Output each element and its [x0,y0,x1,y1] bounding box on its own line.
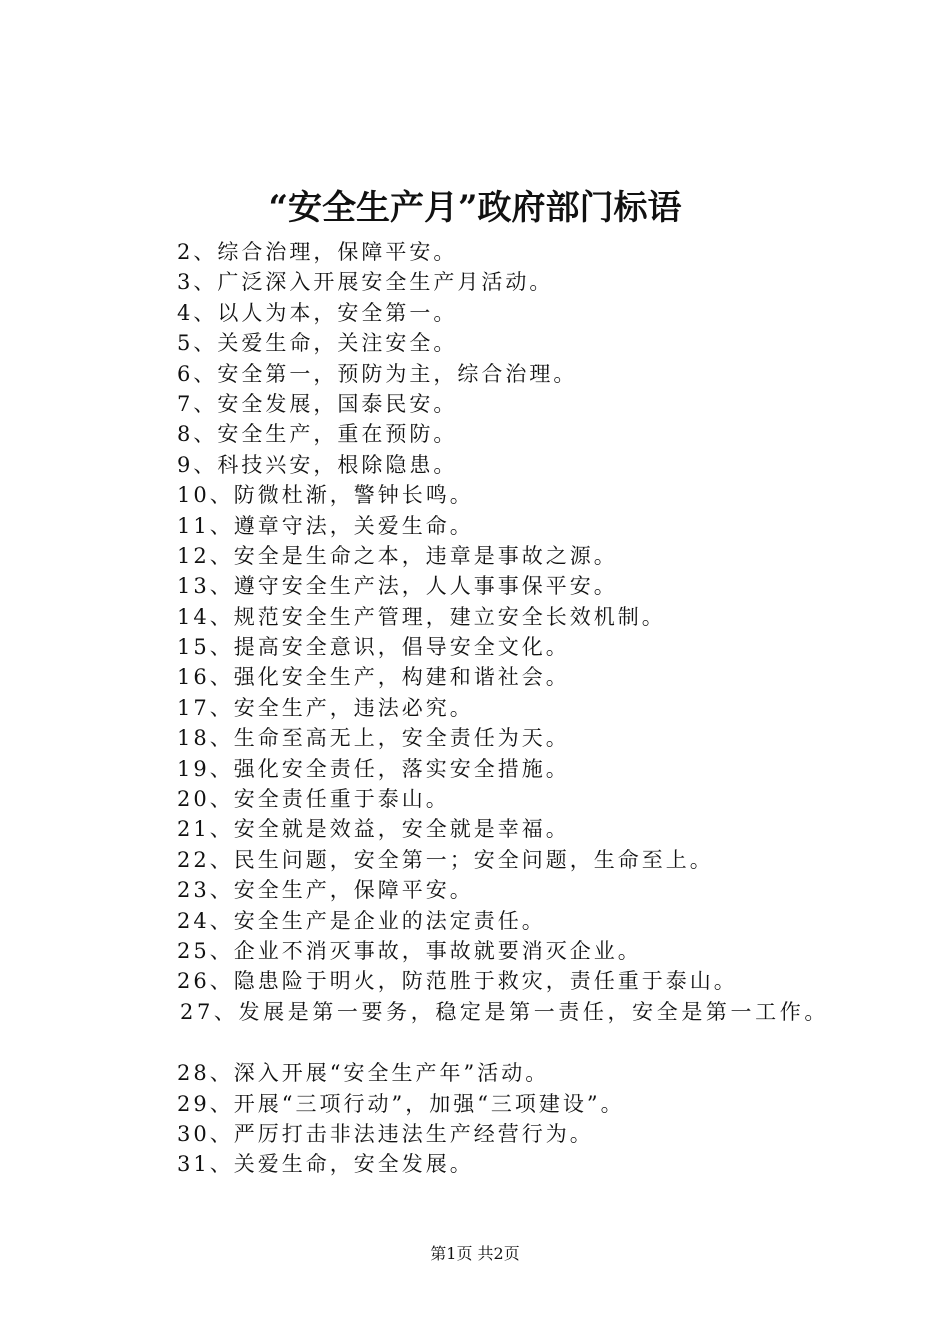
slogan-item: 29、开展“三项行动”，加强“三项建设”。 [177,1091,625,1116]
slogan-item: 22、民生问题，安全第一；安全问题，生命至上。 [177,847,714,872]
slogan-item: 26、隐患险于明火，防范胜于救灾，责任重于泰山。 [177,969,738,994]
slogan-item: 24、安全生产是企业的法定责任。 [177,908,546,933]
slogan-item: 13、遵守安全生产法，人人事事保平安。 [177,574,618,599]
slogan-item: 12、安全是生命之本，违章是事故之源。 [177,543,618,568]
slogan-item: 27、发展是第一要务，稳定是第一责任，安全是第一工作。 [180,999,829,1024]
slogan-item: 8、安全生产，重在预防。 [177,422,458,447]
slogan-item: 23、安全生产，保障平安。 [177,878,474,903]
slogan-item: 17、安全生产，违法必究。 [177,695,474,720]
slogan-item: 18、生命至高无上，安全责任为天。 [177,726,570,751]
slogan-item: 9、科技兴安，根除隐患。 [177,452,458,477]
slogan-item: 6、安全第一，预防为主，综合治理。 [177,361,578,386]
slogan-item: 19、强化安全责任，落实安全措施。 [177,756,570,781]
slogan-item: 2、综合治理，保障平安。 [177,240,458,264]
slogan-item: 7、安全发展，国泰民安。 [177,391,458,416]
slogan-item: 30、严厉打击非法违法生产经营行为。 [177,1121,594,1146]
slogan-item: 4、以人为本，安全第一。 [177,300,458,325]
slogan-item: 16、强化安全生产，构建和谐社会。 [177,665,570,690]
slogan-item: 25、企业不消灭事故，事故就要消灭企业。 [177,938,642,963]
slogan-item: 5、关爱生命，关注安全。 [177,331,458,356]
slogan-item: 20、安全责任重于泰山。 [177,787,450,812]
slogan-item: 28、深入开展“安全生产年”活动。 [177,1061,550,1086]
slogan-item: 14、规范安全生产管理，建立安全长效机制。 [177,604,666,629]
page-number-footer: 第1页 共2页 [430,1244,520,1263]
slogan-item: 3、广泛深入开展安全生产月活动。 [177,270,554,295]
slogan-item: 11、遵章守法，关爱生命。 [177,513,474,538]
slogan-item: 10、防微杜渐，警钟长鸣。 [177,483,474,508]
slogan-item: 15、提高安全意识，倡导安全文化。 [177,635,570,660]
slogan-item: 21、安全就是效益，安全就是幸福。 [177,817,570,842]
document-title: “安全生产月”政府部门标语 [268,188,682,228]
slogan-item: 31、关爱生命，安全发展。 [177,1152,474,1177]
slogan-list [177,237,937,1180]
